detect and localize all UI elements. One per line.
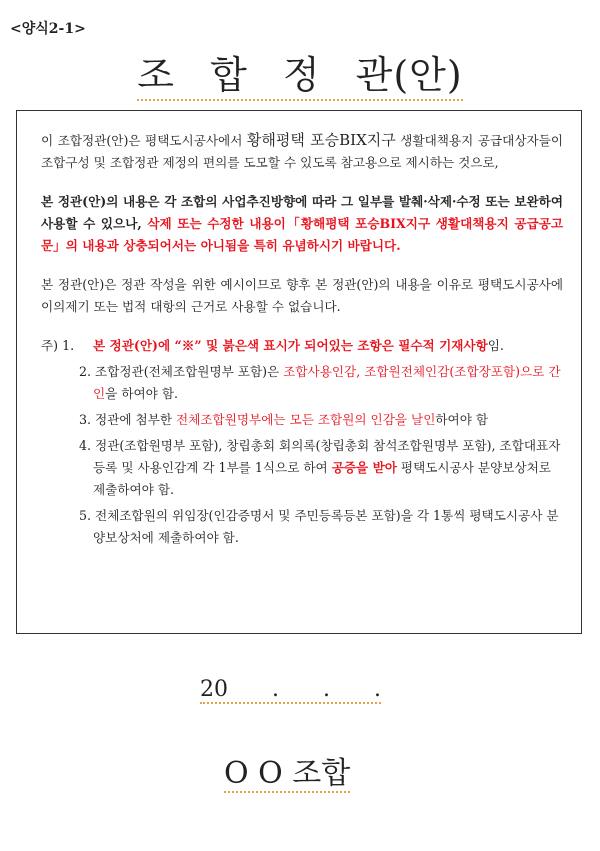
note-number: 5. (79, 508, 92, 523)
intro-paragraph-2 (41, 191, 563, 257)
note-text-tail: 을 하여야 함. (105, 386, 179, 401)
intro-paragraph-3: 본 정관(안)은 정관 작성을 위한 예시이므로 향후 본 정관(안)의 내용을 이유로 평택도시공사에 이의제기 또는 법적 대항의 근거로 사용할 수 없습니다. (41, 277, 563, 314)
warning-red-text: 삭제 또는 수정한 내용이「황해평택 포승BIX지구 생활대책용지 공급공고문」의 내용과 상충되어서는 아니됨을 특히 유념하시기 바랍니다. (41, 216, 564, 253)
intro-paragraph-1 (41, 129, 563, 174)
note-item-1 (41, 335, 563, 357)
note-text: 정관에 첨부한 (95, 412, 177, 427)
page-title-text: 조 합 정 관(안) (137, 53, 462, 101)
note-text: 정관(조합원명부 포함), 창립총회 회의록(창립총회 참석조합원명부 포함), 조합대표자등록 및 사용인감계 각 1부를 1식으로 하여 (93, 438, 561, 475)
warning-bold-text: 본 정관(안)의 내용은 각 조합의 사업추진방향에 따라 그 일부를 발췌·삭제·수정 또는 보완하여 사용할 수 있으나, (41, 194, 563, 231)
note-red-text: 본 정관(안)에 “※” 및 붉은색 표시가 되어있는 조항은 필수적 기재사항 (93, 338, 488, 353)
note-text-tail: 하여야 함 (435, 412, 489, 427)
form-number: <양식2-1> (10, 21, 86, 37)
note-prefix (41, 335, 93, 357)
note-number: 2. (79, 364, 92, 379)
note-red-text: 전체조합원명부에는 모든 조합원의 인감을 날인 (176, 412, 436, 427)
note-number: 4. (79, 438, 92, 453)
intro-text: 이 조합정관(안)은 평택도시공사에서 (41, 133, 247, 148)
note-number: 1. (62, 338, 75, 353)
note-red-text: 공증을 받아 (331, 460, 397, 475)
notice-box (16, 110, 582, 634)
note-item-3 (41, 409, 563, 431)
note-item-2 (41, 361, 563, 405)
district-name: 황해평택 포승BIX지구 (246, 131, 396, 149)
note-item-4 (41, 435, 563, 501)
note-text-tail: 평택도시공사 분양보상처로 제출하여야 함. (93, 460, 551, 497)
date-line (200, 672, 381, 703)
note-red-text: 조합사용인감, 조합원전체인감(조합장포함)으로 간인 (93, 364, 561, 401)
note-prefix-label: 주) (41, 338, 59, 353)
notes-list (41, 335, 563, 549)
note-text: 조합정관(전체조합원명부 포함)은 (95, 364, 284, 379)
date-line-text: 20 . . . (200, 677, 381, 702)
union-name (224, 748, 350, 792)
union-name-text: O O 조합 (224, 756, 351, 791)
note-number: 3. (79, 412, 92, 427)
note-text: 임. (487, 338, 504, 353)
page-title (0, 44, 600, 99)
intro-text-tail: 생활대책용지 공급대상자들이 조합구성 및 조합정관 제정의 편의를 도모할 수 있도록 참고용으로 제시하는 것으로, (41, 133, 563, 170)
note-item-5 (41, 505, 563, 549)
note-text: 전체조합원의 위임장(인감증명서 및 주민등록등본 포함)을 각 1통씩 평택도시공사 분양보상처에 제출하여야 함. (93, 508, 559, 545)
